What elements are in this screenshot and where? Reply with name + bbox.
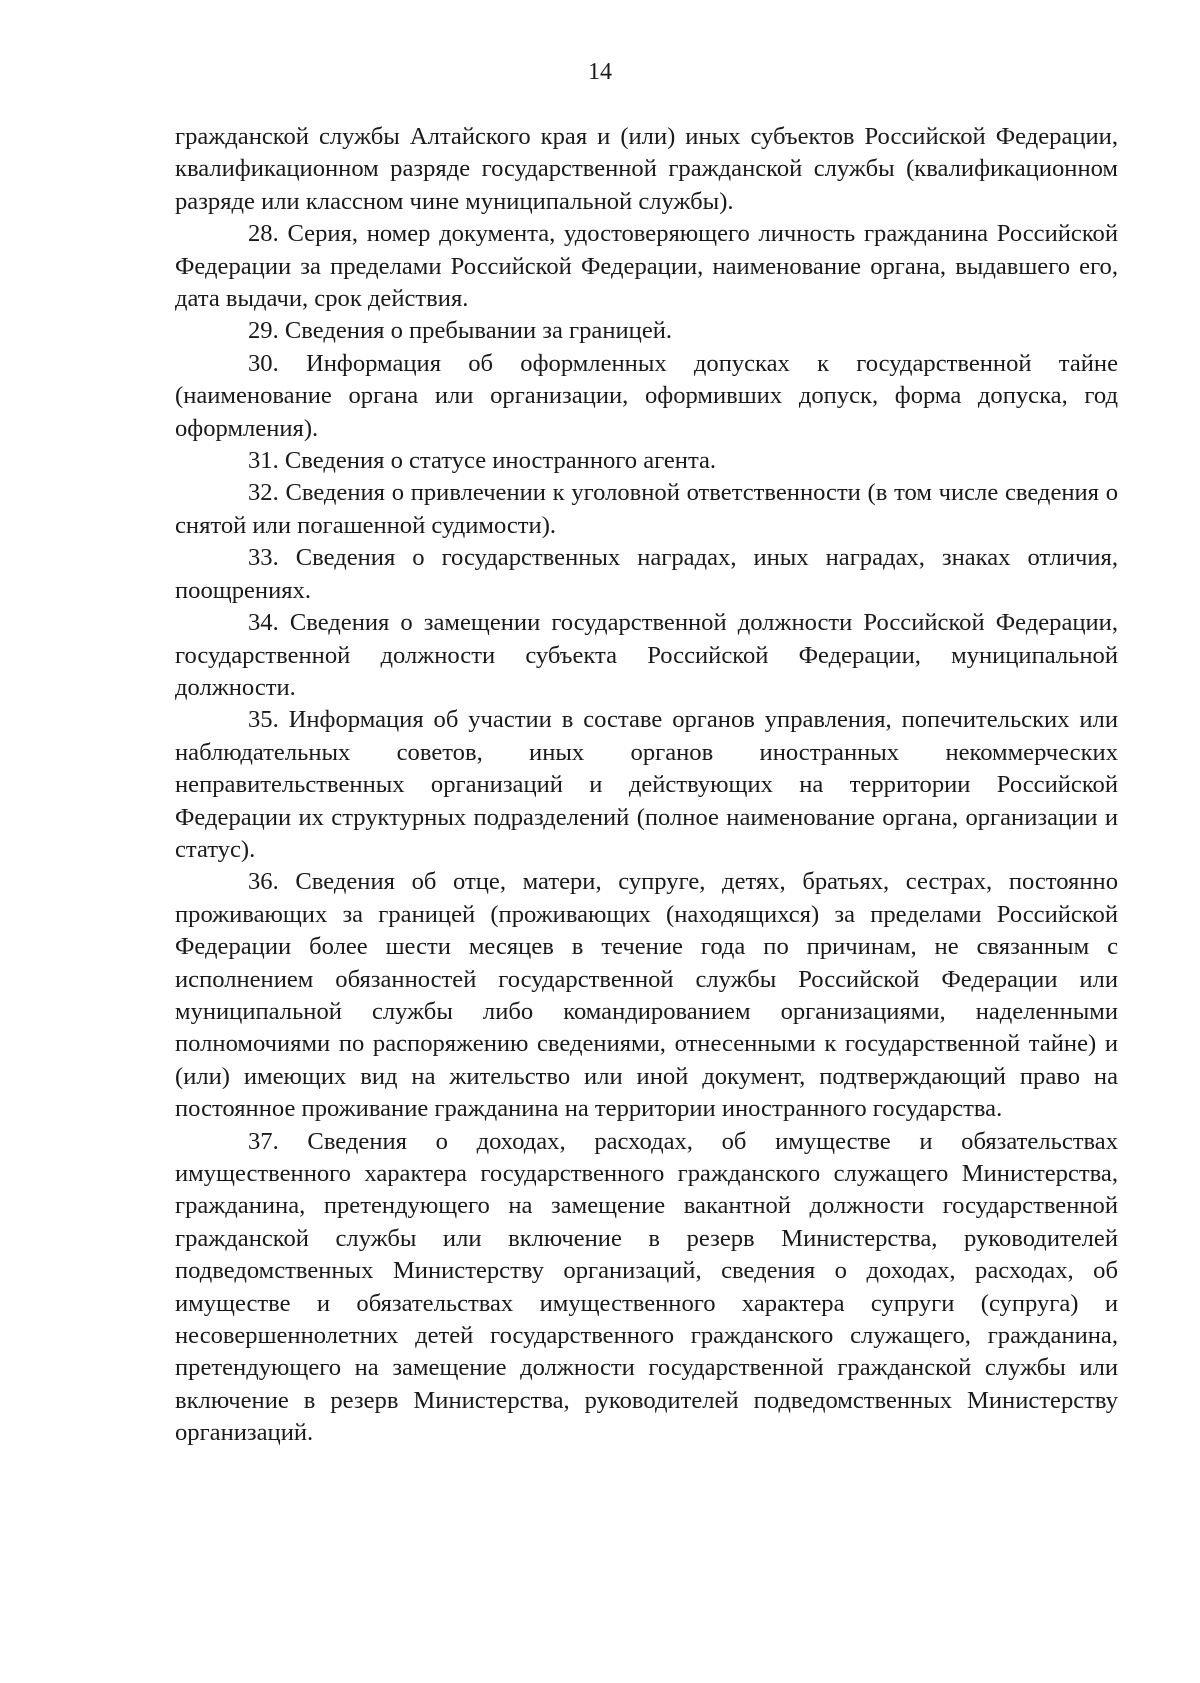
paragraph-item-28: 28. Серия, номер документа, удостоверяющего личность гражданина Российской Федерации за пределами Российской Федерации, наименование органа, выдавшего его, дата выдачи, срок действия. bbox=[175, 220, 1118, 313]
page-number: 14 bbox=[588, 59, 612, 85]
paragraph-continuation: гражданской службы Алтайского края и (или) иных субъектов Российской Федерации, квалификационном разряде государственной гражданской службы (квалификационном разряде или классном чине муниципальной службы). bbox=[175, 123, 1118, 215]
paragraph-item-36: 36. Сведения об отце, матери, супруге, детях, братьях, сестрах, постоянно проживающих за границей (проживающих (находящихся) за пределами Российской Федерации более шести месяцев в течение года по причинам, не связанным с исполнением обязанностей государственной службы Российской Федерации или муниципальной службы либо командированием организациями, наделенными полномочиями по распоряжению сведениями, отнесенными к государственной тайне) и (или) имеющих вид на жительство или иной документ, подтверждающий право на постоянное проживание гражданина на территории иностранного государства. bbox=[175, 868, 1118, 1123]
paragraph-item-29: 29. Сведения о пребывании за границей. bbox=[248, 317, 673, 345]
paragraph-item-33: 33. Сведения о государственных наградах, иных наградах, знаках отличия, поощрениях. bbox=[175, 544, 1118, 604]
paragraph-item-37: 37. Сведения о доходах, расходах, об имуществе и обязательствах имущественного характера государственного гражданского служащего Министерства, гражданина, претендующего на замещение вакантной должности государственной гражданской службы или включение в резерв Министерства, руководителей подведомственных Министерству организаций, сведения о доходах, расходах, об имуществе и обязательствах имущественного характера супруги (супруга) и несовершеннолетних детей государственного гражданского служащего, гражданина, претендующего на замещение должности государственной гражданской службы или включение в резерв Министерства, руководителей подведомственных Министерству организаций. bbox=[175, 1127, 1118, 1447]
paragraph-item-31: 31. Сведения о статусе иностранного агента. bbox=[248, 447, 717, 475]
paragraph-item-32: 32. Сведения о привлечении к уголовной ответственности (в том числе сведения о снятой или погашенной судимости). bbox=[175, 479, 1118, 539]
paragraph-item-30: 30. Информация об оформленных допусках к государственной тайне (наименование органа или организации, оформивших допуск, форма допуска, год оформления). bbox=[175, 349, 1118, 442]
document-body bbox=[175, 121, 1118, 1450]
paragraph-item-35: 35. Информация об участии в составе органов управления, попечительских или наблюдательных советов, иных органов иностранных некоммерческих неправительственных организаций и действующих на территории Российской Федерации их структурных подразделений (полное наименование органа, организации и статус). bbox=[175, 706, 1118, 863]
paragraph-item-34: 34. Сведения о замещении государственной должности Российской Федерации, государственной должности субъекта Российской Федерации, муниципальной должности. bbox=[175, 609, 1118, 701]
